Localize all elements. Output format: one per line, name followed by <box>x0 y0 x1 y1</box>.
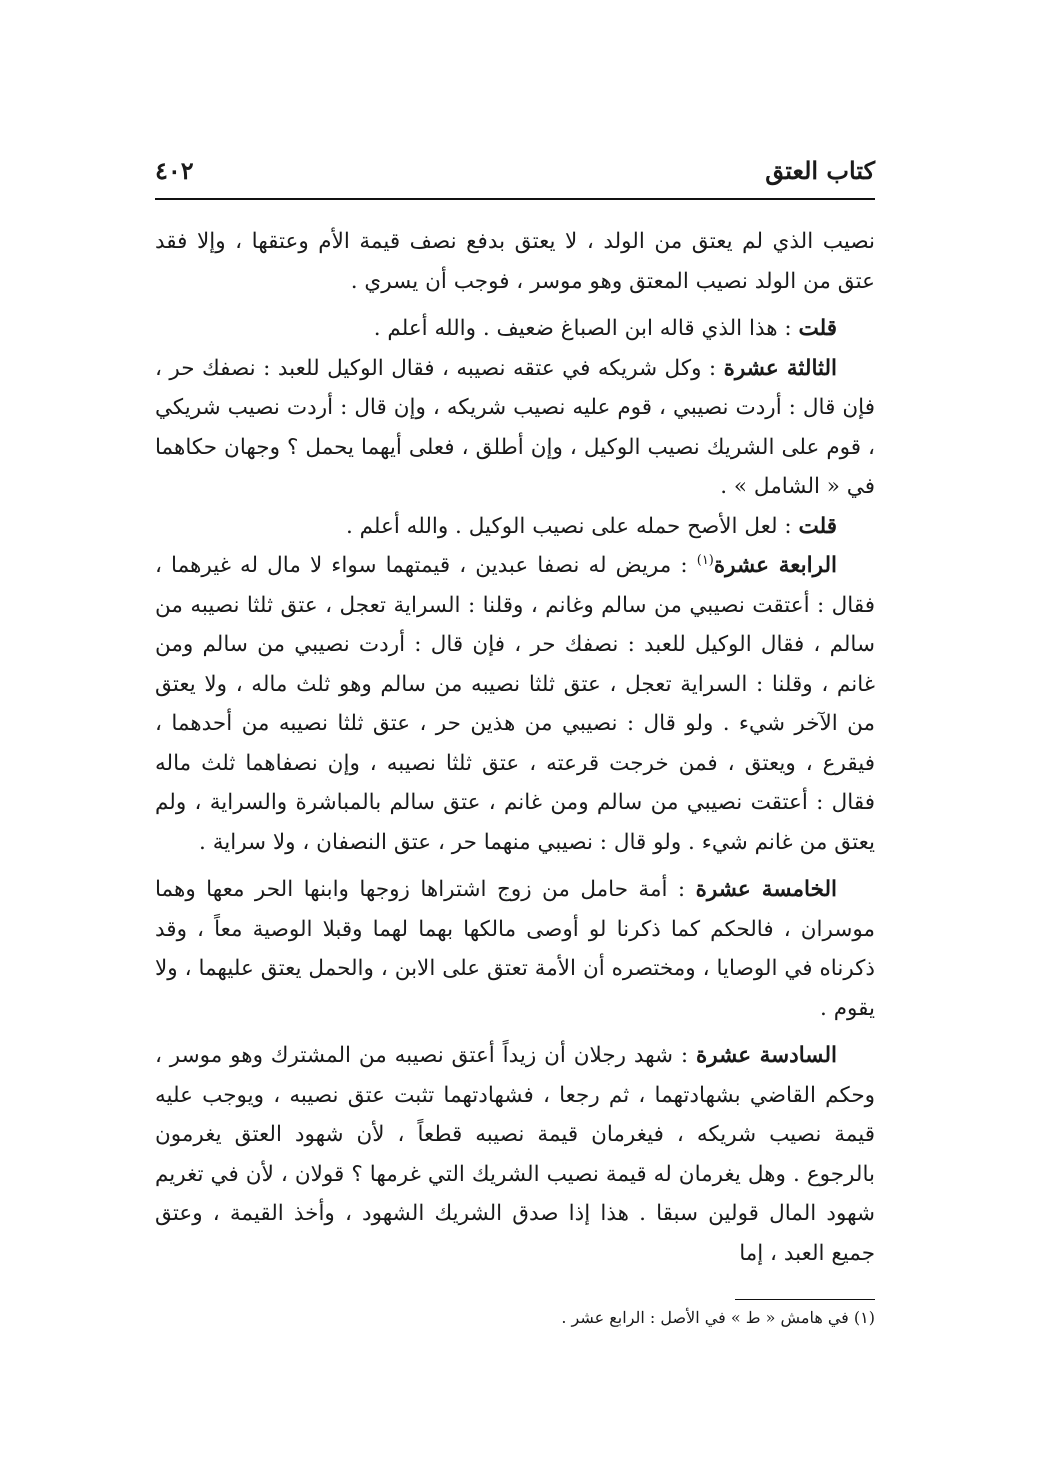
footnote-divider <box>735 1299 875 1300</box>
paragraph-text: : لعل الأصح حمله على نصيب الوكيل . والله أعلم . <box>345 513 799 539</box>
paragraph-note <box>155 507 875 547</box>
paragraph-lead: الخامسة عشرة <box>695 877 837 902</box>
paragraph-text: : أمة حامل من زوج اشتراها زوجها وابنها الحر معها وهما موسران ، فالحكم كما ذكرنا لو أوصى مالكها بهما لهما وقبلا الوصية معاً ، وقد ذكرناه في الوصايا ، ومختصره أن الأمة تعتق على الابن ، والحمل يعتق عليهما ، ولا يقوم . <box>155 877 875 1021</box>
paragraph-fifteenth <box>155 870 875 1028</box>
paragraph-lead: قلت <box>798 513 837 539</box>
page-number: ٤٠٢ <box>155 156 194 185</box>
paragraph-text: : هذا الذي قاله ابن الصباغ ضعيف . والله أعلم . <box>373 316 799 341</box>
main-text <box>155 222 875 1273</box>
paragraph-lead: الرابعة عشرة <box>713 553 837 578</box>
paragraph-text: : مريض له نصفا عبدين ، قيمتهما سواء لا مال له غيرهما ، فقال : أعتقت نصيبي من سالم وغانم ، وقلنا : السراية تعجل ، عتق ثلثا نصيبه من سالم ، فقال الوكيل للعبد : نصفك حر ، فإن قال : أردت نصيبي من سالم ومن غانم ، وقلنا : السراية تعجل ، عتق ثلثا نصيبه من سالم وهو ثلث ماله ، ولا يعتق من الآخر شيء . ولو قال : نصيبي من هذين حر ، عتق ثلثا نصيبه من أحدهما ، فيقرع ، ويعتق ، فمن خرجت قرعته ، عتق ثلثا نصيبه ، وإن نصفاهما ثلث ماله فقال : أعتقت نصيبي من سالم ومن غانم ، عتق سالم بالمباشرة والسراية ، ولم يعتق من غانم شيء . ولو قال : نصيبي منهما حر ، عتق النصفان ، ولا سراية . <box>155 553 875 855</box>
paragraph-text: نصيب الذي لم يعتق من الولد ، لا يعتق بدفع نصف قيمة الأم وعتقها ، وإلا فقد عتق من الولد نصيب المعتق وهو موسر ، فوجب أن يسري . <box>155 229 875 294</box>
paragraph-thirteenth <box>155 349 875 507</box>
header-divider <box>155 198 875 200</box>
paragraph-lead: قلت <box>798 316 837 341</box>
paragraph-lead: السادسة عشرة <box>695 1043 837 1068</box>
paragraph-note <box>155 309 875 349</box>
chapter-title: كتاب العتق <box>765 156 875 185</box>
footnote-marker: (١) <box>696 552 714 568</box>
paragraph-continuation <box>155 222 875 301</box>
paragraph-lead: الثالثة عشرة <box>723 355 838 381</box>
footnote: (١) في هامش « ط » في الأصل : الرابع عشر . <box>561 1308 875 1327</box>
paragraph-text: : شهد رجلان أن زيداً أعتق نصيبه من المشترك وهو موسر ، وحكم القاضي بشهادتهما ، ثم رجعا ، فشهادتهما تثبت عتق نصيبه ، ويوجب عليه قيمة نصيب شريكه ، فيغرمان قيمة نصيبه قطعاً ، لأن شهود العتق يغرمون بالرجوع . وهل يغرمان له قيمة نصيب الشريك التي غرمها ؟ قولان ، لأن في تغريم شهود المال قولين سبقا . هذا إذا صدق الشريك الشهود ، وأخذ القيمة ، وعتق جميع العبد ، إما <box>155 1043 875 1266</box>
running-header <box>155 150 875 196</box>
paragraph-sixteenth <box>155 1036 875 1273</box>
paragraph-text: : وكل شريكه في عتقه نصيبه ، فقال الوكيل للعبد : نصفك حر ، فإن قال : أردت نصيبي ، قوم عليه نصيب شريكه ، وإن قال : أردت نصيب شريكي ، قوم على الشريك نصيب الوكيل ، وإن أطلق ، فعلى أيهما يحمل ؟ وجهان حكاهما في « الشامل » . <box>155 355 875 499</box>
paragraph-fourteenth <box>155 546 875 862</box>
